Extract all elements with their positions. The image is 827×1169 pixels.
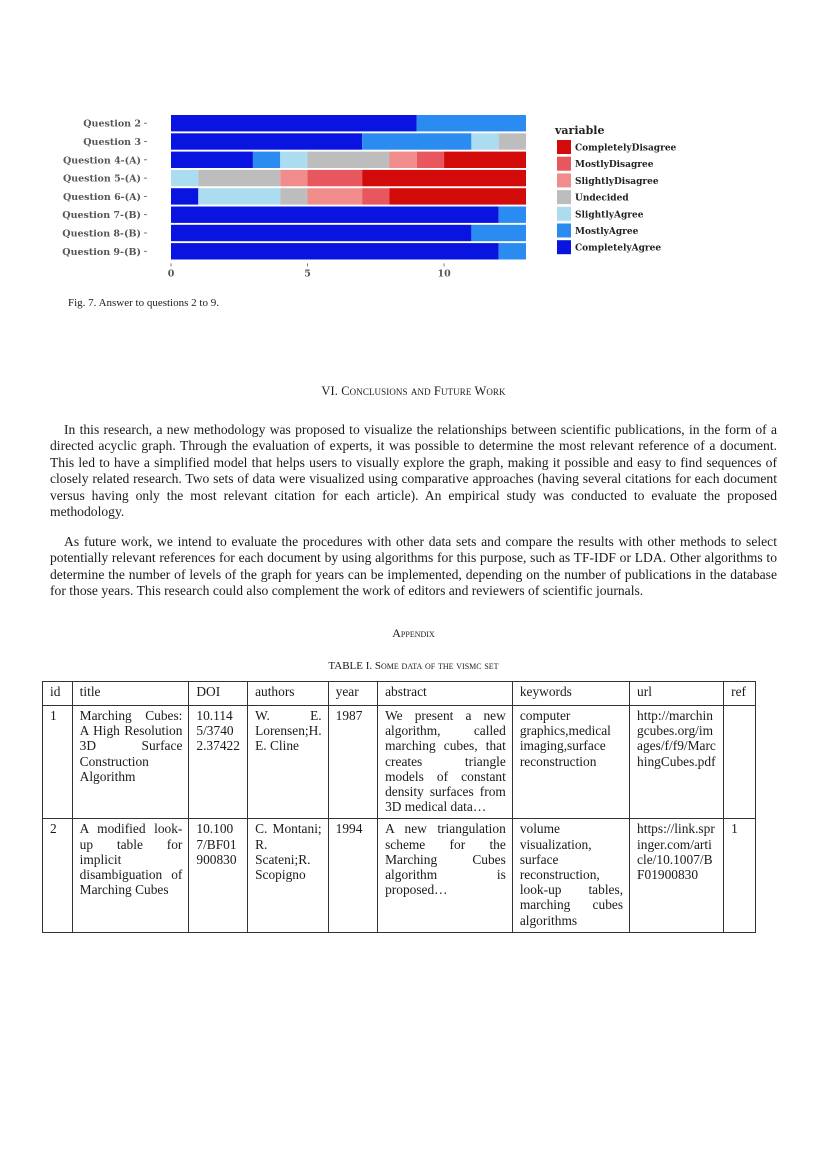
table-row [43, 706, 756, 819]
section-title-text: VI. Conclusions and Future Work [321, 384, 506, 398]
cell-url: https://link.springer.com/article/10.1007/BF01900830 [630, 819, 724, 932]
header-authors: authors [248, 682, 329, 706]
cell-doi: 10.1007/BF01900830 [189, 819, 248, 932]
cell-authors: W. E. Lorensen;H. E. Cline [248, 706, 329, 819]
data-table [42, 681, 756, 933]
bar-segment [362, 188, 389, 204]
cell-doi: 10.1145/37402.37422 [189, 706, 248, 819]
bar-segment [389, 152, 416, 168]
y-tick-label: Question 8-(B) [62, 228, 141, 240]
bar-segment [389, 188, 526, 204]
legend-label: SlightlyDisagree [575, 176, 659, 187]
bar-segment [198, 170, 280, 186]
legend-swatch [557, 240, 571, 254]
bar-segment [444, 152, 526, 168]
bar-segment [308, 170, 363, 186]
legend-label: MostlyDisagree [575, 160, 654, 171]
bar-segment [471, 133, 498, 149]
header-ref: ref [724, 682, 756, 706]
paragraph-conclusions: In this research, a new methodology was proposed to visualize the relationships between scientific publications, in the form of a directed acyclic graph. Through the evaluation of experts, it was possible to determine the most relevant reference of a document. This led to have a simplified model that helps users to visually explore the graph, making it possible and easy to find sequences of closely related research. Two sets of data were visualized using comparative approaches (having several citations for each document versus having only the most relevant citation for each article). An empirical study was conducted to evaluate the proposed methodology. [50, 422, 777, 520]
bar-segment [308, 188, 363, 204]
bar-segment [499, 207, 526, 223]
cell-year: 1994 [328, 819, 377, 932]
cell-title: A modified look-up table for implicit disambiguation of Marching Cubes [72, 819, 189, 932]
bar-segment [253, 152, 280, 168]
cell-title: Marching Cubes: A High Resolution 3D Surface Construction Algorithm [72, 706, 189, 819]
legend-swatch [557, 140, 571, 154]
section-title [0, 384, 827, 399]
bar-segment [280, 152, 307, 168]
cell-abstract: A new triangulation scheme for the Marching Cubes algorithm is proposed… [378, 819, 513, 932]
header-year: year [328, 682, 377, 706]
legend-swatch [557, 190, 571, 204]
x-tick-label: 5 [304, 268, 311, 280]
x-tick-label: 0 [167, 268, 175, 280]
appendix-title [0, 626, 827, 641]
header-keywords: keywords [512, 682, 629, 706]
bar-segment [280, 188, 307, 204]
table-caption [0, 660, 827, 672]
bar-segment [171, 207, 499, 223]
bar-segment [280, 170, 307, 186]
bar-segment [171, 170, 198, 186]
header-doi: DOI [189, 682, 248, 706]
cell-ref [724, 706, 756, 819]
bar-segment [499, 243, 526, 259]
table-caption-text: TABLE I. Some data of the vismc set [328, 660, 499, 672]
bar-segment [171, 133, 362, 149]
cell-authors: C. Montani; R. Scateni;R. Scopigno [248, 819, 329, 932]
header-url: url [630, 682, 724, 706]
legend-swatch [557, 173, 571, 187]
legend-label: Undecided [575, 193, 629, 204]
y-tick-label: Question 2 [83, 118, 141, 130]
y-tick-label: Question 7-(B) [62, 210, 141, 222]
header-title: title [72, 682, 189, 706]
bar-segment [362, 170, 526, 186]
likert-bar-chart [50, 108, 680, 288]
legend-label: CompletelyAgree [575, 243, 662, 254]
header-abstract: abstract [378, 682, 513, 706]
cell-year: 1987 [328, 706, 377, 819]
table-header-row [43, 682, 756, 706]
bar-segment [171, 188, 198, 204]
y-tick-label: Question 4-(A) [62, 155, 141, 167]
cell-keywords: computer graphics,medical imaging,surface reconstruction [512, 706, 629, 819]
bar-segment [198, 188, 280, 204]
bar-segment [171, 243, 499, 259]
y-tick-label: Question 5-(A) [62, 173, 141, 185]
legend-label: SlightlyAgree [575, 210, 644, 221]
legend-label: CompletelyDisagree [575, 143, 677, 154]
bar-segment [171, 115, 417, 131]
appendix-title-text: Appendix [392, 626, 435, 640]
figure-caption: Fig. 7. Answer to questions 2 to 9. [68, 297, 219, 309]
legend-swatch [557, 157, 571, 171]
cell-ref: 1 [724, 819, 756, 932]
legend-swatch [557, 207, 571, 221]
legend-swatch [557, 224, 571, 238]
y-tick-label: Question 6-(A) [62, 191, 141, 203]
header-id: id [43, 682, 73, 706]
cell-url: http://marchingcubes.org/images/f/f9/MarchingCubes.pdf [630, 706, 724, 819]
bar-segment [471, 225, 526, 241]
bar-segment [499, 133, 526, 149]
bar-segment [417, 152, 444, 168]
paragraph-future-work: As future work, we intend to evaluate the procedures with other data sets and compare the results with other methods to select potentially relevant references for each document by using algorithms for this purpose, such as TF-IDF or LDA. Other algorithms to determine the number of levels of the graph for years can be implemented, depending on the number of publications in the database for those years. This research could also complement the work of editors and reviewers of scientific journals. [50, 534, 777, 599]
y-tick-label: Question 9-(B) [62, 246, 141, 258]
bar-segment [171, 152, 253, 168]
cell-id: 2 [43, 819, 73, 932]
legend-title: variable [555, 124, 605, 137]
bar-segment [171, 225, 471, 241]
y-tick-label: Question 3 [83, 137, 141, 148]
cell-abstract: We present a new algorithm, called marching cubes, that creates triangle models of constant density surfaces from 3D medical data… [378, 706, 513, 819]
table-row [43, 819, 756, 932]
cell-id: 1 [43, 706, 73, 819]
bar-segment [362, 133, 471, 149]
bar-segment [417, 115, 526, 131]
cell-keywords: volume visualization, surface reconstruction, look-up tables, marching cubes algorithms [512, 819, 629, 932]
x-tick-label: 10 [437, 268, 451, 280]
legend-label: MostlyAgree [575, 227, 639, 237]
bar-segment [308, 152, 390, 168]
